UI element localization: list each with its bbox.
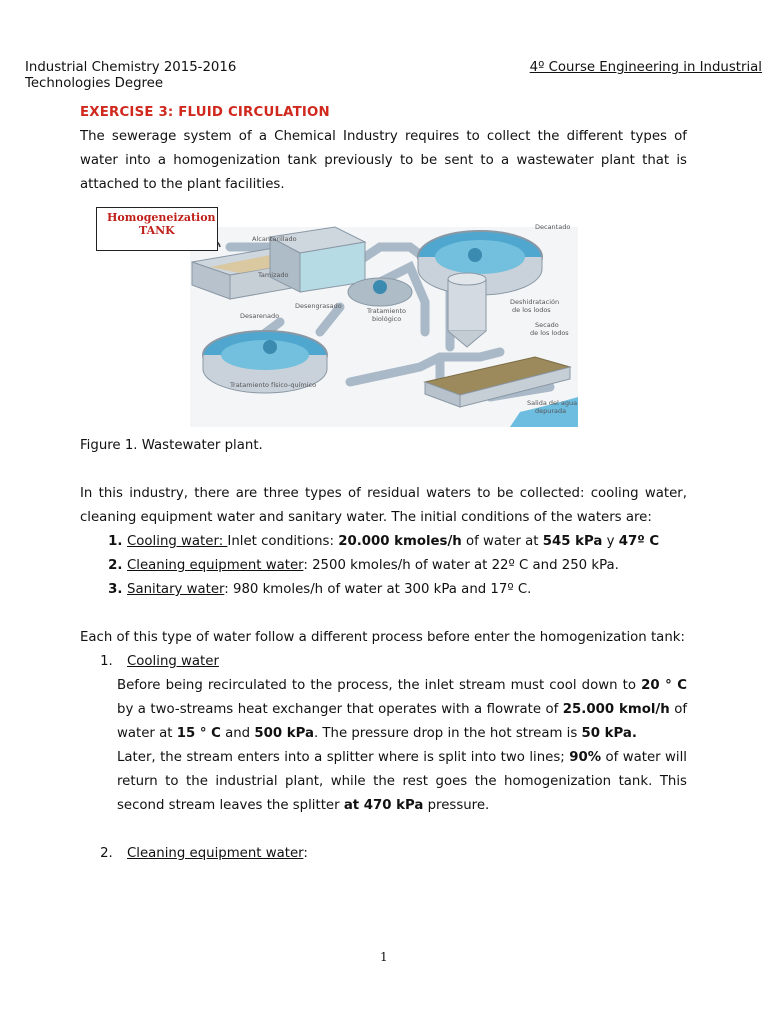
label-salida-2: depurada [535,407,567,415]
exercise-title: EXERCISE 3: FLUID CIRCULATION [80,105,330,120]
process-intro-paragraph: Each of this type of water follow a different process before enter the homogenization tank: [80,630,685,645]
tag-line-1: Homogeneization [107,211,216,224]
header-degree-cont: Technologies Degree [25,76,164,91]
water-name: Cleaning equipment water [127,558,304,573]
list-item: 3. Sanitary water: 980 kmoles/h of water at 300 kPa and 17º C. [127,578,687,602]
label-bio-2: biológico [372,315,402,323]
label-bio-1: Tratamiento [367,307,406,315]
water-conditions-list [80,530,687,602]
header-degree: 4º Course Engineering in Industrial [529,60,762,75]
label-secado-2: de los lodos [530,329,569,337]
list-item [117,650,687,674]
water-types-paragraph: In this industry, there are three types of residual waters to be collected: cooling water, cleaning equipment water and sanitary water. The initial conditions of the waters are: [80,486,687,525]
process-name: Cooling water [127,654,219,669]
water-name: Sanitary water [127,582,225,597]
process-name: Cleaning equipment water [127,846,304,861]
label-decantado: Decantado [535,223,571,231]
list-item: 1. Cooling water: Inlet conditions: 20.000 kmoles/h of water at 545 kPa y 47º C [127,530,687,554]
label-fisico-quimico: Tratamiento físico-químico [230,381,317,389]
label-desarenado: Desarenado [240,312,280,320]
intro-paragraph: The sewerage system of a Chemical Industry requires to collect the different types of water into a homogenization tank previously to be sent to a wastewater plant that is attached to the plant facilities. [80,129,687,192]
water-name: Cooling water: [127,534,228,549]
list-item: 2. Cleaning equipment water: [117,842,687,866]
figure-caption: Figure 1. Wastewater plant. [80,438,263,453]
process-list-cont [80,842,687,866]
process-list [80,650,687,674]
homogenization-tank-label [96,207,218,251]
list-item: 2. Cleaning equipment water: 2500 kmoles/h of water at 22º C and 250 kPa. [127,554,687,578]
page-header [25,60,762,91]
label-alcantarillado: Alcantarillado [252,235,297,243]
label-deshidratacion-1: Deshidratación [510,298,560,306]
wastewater-plant-figure [80,207,580,428]
tag-line-2: TANK [139,224,175,237]
label-desengrasado: Desengrasado [295,302,342,310]
label-tamizado: Tamizado [258,271,289,279]
cooling-water-process: Before being recirculated to the process, the inlet stream must cool down to 20 ° C by a two-streams heat exchanger that operates with a flowrate of 25.000 kmol/h of water at 15 ° C and 500 kPa. The pressure drop in the hot stream is 50 kPa. Later, the stream enters into a splitter where is split into two lines; 90% of water will return to the industrial plant, while the rest goes the homogenization tank. This second stream leaves the splitter at 470 kPa pressure. [117,678,688,813]
label-deshidratacion-2: de los lodos [512,306,551,314]
label-secado-1: Secado [535,321,559,329]
page-number: 1 [380,950,388,964]
label-salida-1: Salida del agua [527,399,578,407]
document-body [80,101,687,866]
header-course: Industrial Chemistry 2015-2016 [25,60,237,75]
